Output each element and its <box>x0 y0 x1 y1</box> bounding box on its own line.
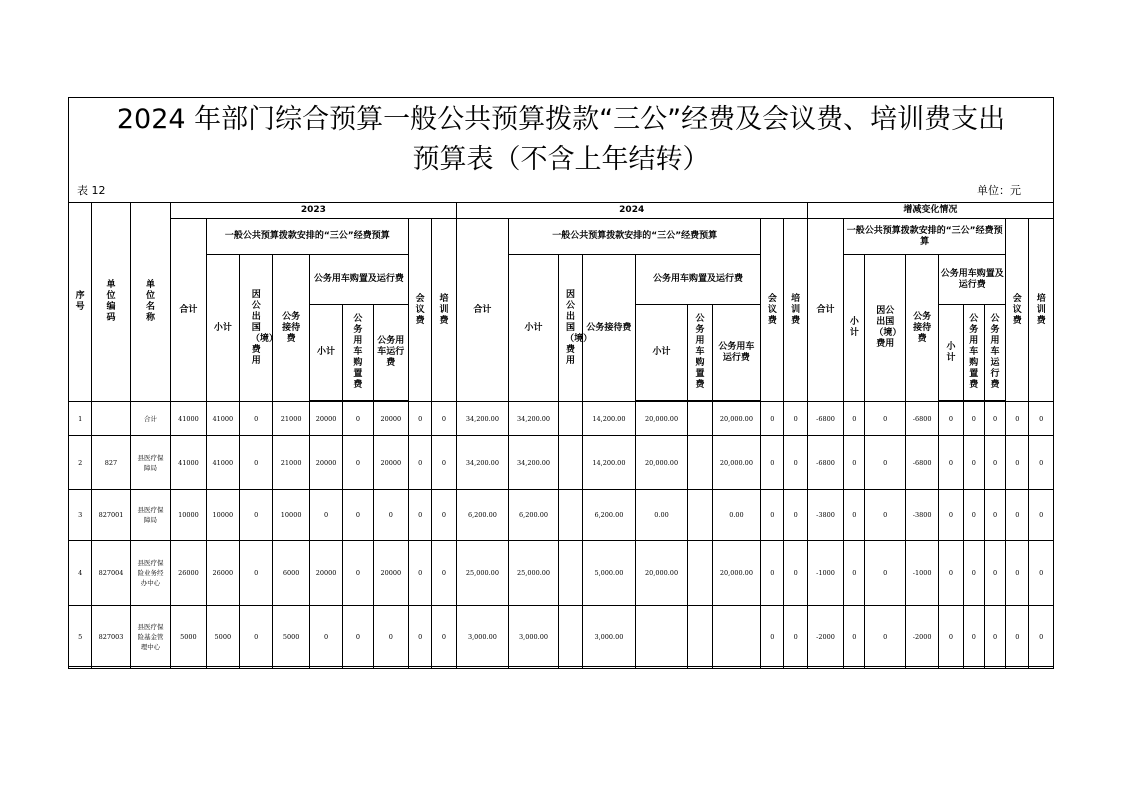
change-cell: -1000 <box>807 541 843 606</box>
change-cell: 0 <box>1006 402 1029 436</box>
value-2024-cell: 0 <box>761 606 784 669</box>
change-cell: 0 <box>865 490 905 541</box>
value-2024-cell: 20,000.00 <box>712 402 761 436</box>
change-cell: 0 <box>939 490 963 541</box>
change-cell: 0 <box>1006 436 1029 490</box>
unit-name-cell: 县医疗保障局 <box>130 490 170 541</box>
change-cell: -2000 <box>807 606 843 669</box>
budget-document <box>68 97 1054 667</box>
value-2023-cell: 41000 <box>171 402 206 436</box>
change-cell: 0 <box>984 402 1005 436</box>
unit-name-cell: 合计 <box>130 402 170 436</box>
value-2024-cell: 0 <box>784 606 807 669</box>
unit-name-cell: 县医疗保障局 <box>130 436 170 490</box>
change-cell: 0 <box>963 541 984 606</box>
unit-code-cell: 827 <box>92 436 130 490</box>
change-cell: -3800 <box>807 490 843 541</box>
unit-name-cell: 县医疗保险业务经办中心 <box>130 541 170 606</box>
header-subtotal-2024: 小计 <box>509 255 559 402</box>
value-2023-cell: 0 <box>409 541 432 606</box>
change-cell: -6800 <box>905 436 938 490</box>
budget-table <box>68 202 1054 669</box>
value-2023-cell: 41000 <box>171 436 206 490</box>
change-cell: -2000 <box>905 606 938 669</box>
value-2024-cell: 0 <box>784 490 807 541</box>
value-2024-cell: 0 <box>761 436 784 490</box>
header-training-2023: 培训费 <box>432 219 456 402</box>
change-cell: -6800 <box>905 402 938 436</box>
header-training-2024: 培训费 <box>784 219 807 402</box>
value-2024-cell: 20,000.00 <box>635 402 688 436</box>
value-2023-cell: 5000 <box>206 606 239 669</box>
value-2023-cell: 20000 <box>373 436 408 490</box>
value-2023-cell: 41000 <box>206 402 239 436</box>
value-2023-cell: 0 <box>409 490 432 541</box>
header-vehicle-subtotal-2024: 小计 <box>635 305 688 401</box>
change-cell: -1000 <box>905 541 938 606</box>
value-2023-cell: 0 <box>240 541 273 606</box>
value-2023-cell: 0 <box>409 606 432 669</box>
change-cell: 0 <box>865 402 905 436</box>
header-meeting-change: 会议费 <box>1006 219 1029 402</box>
change-cell: 0 <box>963 606 984 669</box>
value-2023-cell: 20000 <box>309 436 342 490</box>
header-vehicle-subtotal-2023: 小计 <box>309 305 342 401</box>
table-row <box>69 606 1054 669</box>
seq-cell: 1 <box>69 402 92 436</box>
header-total-2024: 合计 <box>456 219 509 402</box>
table-row <box>69 436 1054 490</box>
seq-cell: 2 <box>69 436 92 490</box>
value-2023-cell: 20000 <box>373 402 408 436</box>
value-2024-cell: 14,200.00 <box>583 402 636 436</box>
value-2024-cell: 34,200.00 <box>456 402 509 436</box>
header-meeting-2024: 会议费 <box>761 219 784 402</box>
value-2024-cell: 3,000.00 <box>509 606 559 669</box>
change-cell: 0 <box>939 541 963 606</box>
value-2023-cell: 10000 <box>171 490 206 541</box>
header-sangong-2024: 一般公共预算拨款安排的“三公”经费预算 <box>509 219 761 255</box>
header-operation-change: 公务用车运行费 <box>984 305 1005 401</box>
change-cell: 0 <box>1006 606 1029 669</box>
value-2023-cell: 0 <box>373 606 408 669</box>
change-cell: -6800 <box>807 402 843 436</box>
value-2024-cell: 0.00 <box>712 490 761 541</box>
value-2024-cell: 6,200.00 <box>456 490 509 541</box>
value-2024-cell <box>688 436 712 490</box>
value-2023-cell: 0 <box>343 541 373 606</box>
value-2023-cell: 0 <box>373 490 408 541</box>
change-cell: 0 <box>865 436 905 490</box>
value-2023-cell: 0 <box>343 606 373 669</box>
change-cell: 0 <box>963 436 984 490</box>
change-cell: 0 <box>844 402 865 436</box>
change-cell: 0 <box>984 606 1005 669</box>
header-purchase-2023: 公务用车购置费 <box>343 305 373 401</box>
seq-cell: 4 <box>69 541 92 606</box>
value-2024-cell: 0 <box>761 541 784 606</box>
title-line-1: 2024 年部门综合预算一般公共预算拨款“三公”经费及会议费、培训费支出 <box>116 104 1006 135</box>
change-cell: 0 <box>865 541 905 606</box>
value-2024-cell <box>558 436 582 490</box>
value-2024-cell: 14,200.00 <box>583 436 636 490</box>
header-abroad-2023: 因公出国（境）费用 <box>240 255 273 402</box>
change-cell: 0 <box>844 436 865 490</box>
change-cell: 0 <box>1006 541 1029 606</box>
change-cell: 0 <box>1029 402 1054 436</box>
change-cell: 0 <box>844 541 865 606</box>
header-unit-name: 单位名称 <box>130 203 170 402</box>
change-cell: 0 <box>1029 490 1054 541</box>
value-2024-cell <box>712 606 761 669</box>
value-2023-cell: 0 <box>240 490 273 541</box>
value-2024-cell: 34,200.00 <box>509 436 559 490</box>
value-2024-cell: 5,000.00 <box>583 541 636 606</box>
header-year-2023: 2023 <box>171 203 456 219</box>
value-2023-cell: 10000 <box>206 490 239 541</box>
value-2023-cell: 0 <box>309 606 342 669</box>
value-2024-cell <box>558 490 582 541</box>
table-row <box>69 541 1054 606</box>
value-2024-cell: 25,000.00 <box>509 541 559 606</box>
header-vehicle-2024: 公务用车购置及运行费 <box>635 255 760 305</box>
change-cell: 0 <box>939 436 963 490</box>
value-2023-cell: 0 <box>432 436 456 490</box>
value-2024-cell: 20,000.00 <box>712 541 761 606</box>
value-2024-cell <box>558 402 582 436</box>
value-2023-cell: 0 <box>432 606 456 669</box>
header-vehicle-2023: 公务用车购置及运行费 <box>309 255 408 305</box>
currency-unit: 单位：元 <box>977 184 1021 197</box>
value-2024-cell: 3,000.00 <box>456 606 509 669</box>
value-2023-cell: 20000 <box>373 541 408 606</box>
header-total-change: 合计 <box>807 219 843 402</box>
value-2024-cell: 6,200.00 <box>509 490 559 541</box>
value-2023-cell: 0 <box>240 402 273 436</box>
title-line-2: 预算表（不含上年结转） <box>412 144 710 175</box>
header-reception-change: 公务接待费 <box>905 255 938 402</box>
value-2024-cell: 0.00 <box>635 490 688 541</box>
table-row <box>69 490 1054 541</box>
document-title <box>69 100 1053 180</box>
value-2024-cell: 34,200.00 <box>509 402 559 436</box>
change-cell: 0 <box>865 606 905 669</box>
change-cell: 0 <box>844 606 865 669</box>
value-2023-cell: 0 <box>309 490 342 541</box>
value-2023-cell: 0 <box>343 436 373 490</box>
change-cell: 0 <box>939 402 963 436</box>
seq-cell: 5 <box>69 606 92 669</box>
value-2024-cell: 6,200.00 <box>583 490 636 541</box>
header-abroad-2024: 因公出国（境）费用 <box>558 255 582 402</box>
value-2024-cell: 0 <box>784 402 807 436</box>
value-2023-cell: 41000 <box>206 436 239 490</box>
header-total-2023: 合计 <box>171 219 206 402</box>
unit-code-cell <box>92 402 130 436</box>
value-2024-cell: 0 <box>784 541 807 606</box>
header-reception-2023: 公务接待费 <box>273 255 309 402</box>
value-2024-cell <box>688 606 712 669</box>
header-reception-2024: 公务接待费 <box>583 255 636 402</box>
change-cell: 0 <box>984 490 1005 541</box>
header-purchase-2024: 公务用车购置费 <box>688 305 712 401</box>
value-2024-cell: 0 <box>784 436 807 490</box>
value-2023-cell: 0 <box>409 402 432 436</box>
value-2023-cell: 0 <box>343 402 373 436</box>
value-2024-cell: 20,000.00 <box>712 436 761 490</box>
value-2023-cell: 0 <box>343 490 373 541</box>
value-2023-cell: 0 <box>432 490 456 541</box>
header-vehicle-subtotal-change: 小计 <box>939 305 963 401</box>
value-2023-cell: 10000 <box>273 490 309 541</box>
value-2024-cell <box>558 541 582 606</box>
change-cell: 0 <box>984 436 1005 490</box>
table-row <box>69 402 1054 436</box>
change-cell: 0 <box>984 541 1005 606</box>
table-number: 表 12 <box>77 184 106 197</box>
value-2023-cell: 0 <box>240 606 273 669</box>
header-seq: 序号 <box>69 203 92 402</box>
change-cell: 0 <box>963 402 984 436</box>
header-vehicle-change: 公务用车购置及运行费 <box>939 255 1006 305</box>
value-2023-cell: 0 <box>432 541 456 606</box>
value-2023-cell: 5000 <box>273 606 309 669</box>
value-2024-cell: 20,000.00 <box>635 541 688 606</box>
change-cell: 0 <box>963 490 984 541</box>
header-subtotal-2023: 小计 <box>206 255 239 402</box>
value-2023-cell: 5000 <box>171 606 206 669</box>
value-2024-cell: 20,000.00 <box>635 436 688 490</box>
value-2024-cell <box>688 541 712 606</box>
header-subtotal-change: 小计 <box>844 255 865 402</box>
change-cell: -3800 <box>905 490 938 541</box>
value-2023-cell: 0 <box>409 436 432 490</box>
value-2023-cell: 21000 <box>273 436 309 490</box>
value-2023-cell: 20000 <box>309 541 342 606</box>
value-2024-cell <box>688 490 712 541</box>
change-cell: -6800 <box>807 436 843 490</box>
change-cell: 0 <box>939 606 963 669</box>
value-2023-cell: 26000 <box>171 541 206 606</box>
change-cell: 0 <box>1029 606 1054 669</box>
seq-cell: 3 <box>69 490 92 541</box>
value-2024-cell <box>558 606 582 669</box>
value-2024-cell: 0 <box>761 490 784 541</box>
header-abroad-change: 因公出国（境）费用 <box>865 255 905 402</box>
change-cell: 0 <box>1029 436 1054 490</box>
header-sangong-2023: 一般公共预算拨款安排的“三公”经费预算 <box>206 219 408 255</box>
value-2024-cell: 3,000.00 <box>583 606 636 669</box>
value-2024-cell <box>635 606 688 669</box>
value-2023-cell: 20000 <box>309 402 342 436</box>
value-2024-cell: 34,200.00 <box>456 436 509 490</box>
header-operation-2023: 公务用车运行费 <box>373 305 408 401</box>
header-operation-2024: 公务用车运行费 <box>712 305 761 401</box>
value-2023-cell: 0 <box>240 436 273 490</box>
value-2024-cell: 0 <box>761 402 784 436</box>
value-2023-cell: 26000 <box>206 541 239 606</box>
unit-code-cell: 827001 <box>92 490 130 541</box>
change-cell: 0 <box>844 490 865 541</box>
value-2023-cell: 21000 <box>273 402 309 436</box>
change-cell: 0 <box>1029 541 1054 606</box>
table-body <box>69 402 1054 669</box>
header-training-change: 培训费 <box>1029 219 1054 402</box>
header-unit-code: 单位编码 <box>92 203 130 402</box>
header-meeting-2023: 会议费 <box>409 219 432 402</box>
value-2024-cell <box>688 402 712 436</box>
unit-code-cell: 827003 <box>92 606 130 669</box>
header-purchase-change: 公务用车购置费 <box>963 305 984 401</box>
value-2023-cell: 6000 <box>273 541 309 606</box>
value-2023-cell: 0 <box>432 402 456 436</box>
unit-code-cell: 827004 <box>92 541 130 606</box>
header-year-2024: 2024 <box>456 203 807 219</box>
unit-name-cell: 县医疗保险基金管理中心 <box>130 606 170 669</box>
header-change: 增减变化情况 <box>807 203 1053 219</box>
header-sangong-change: 一般公共预算拨款安排的“三公”经费预算 <box>844 219 1006 255</box>
change-cell: 0 <box>1006 490 1029 541</box>
value-2024-cell: 25,000.00 <box>456 541 509 606</box>
